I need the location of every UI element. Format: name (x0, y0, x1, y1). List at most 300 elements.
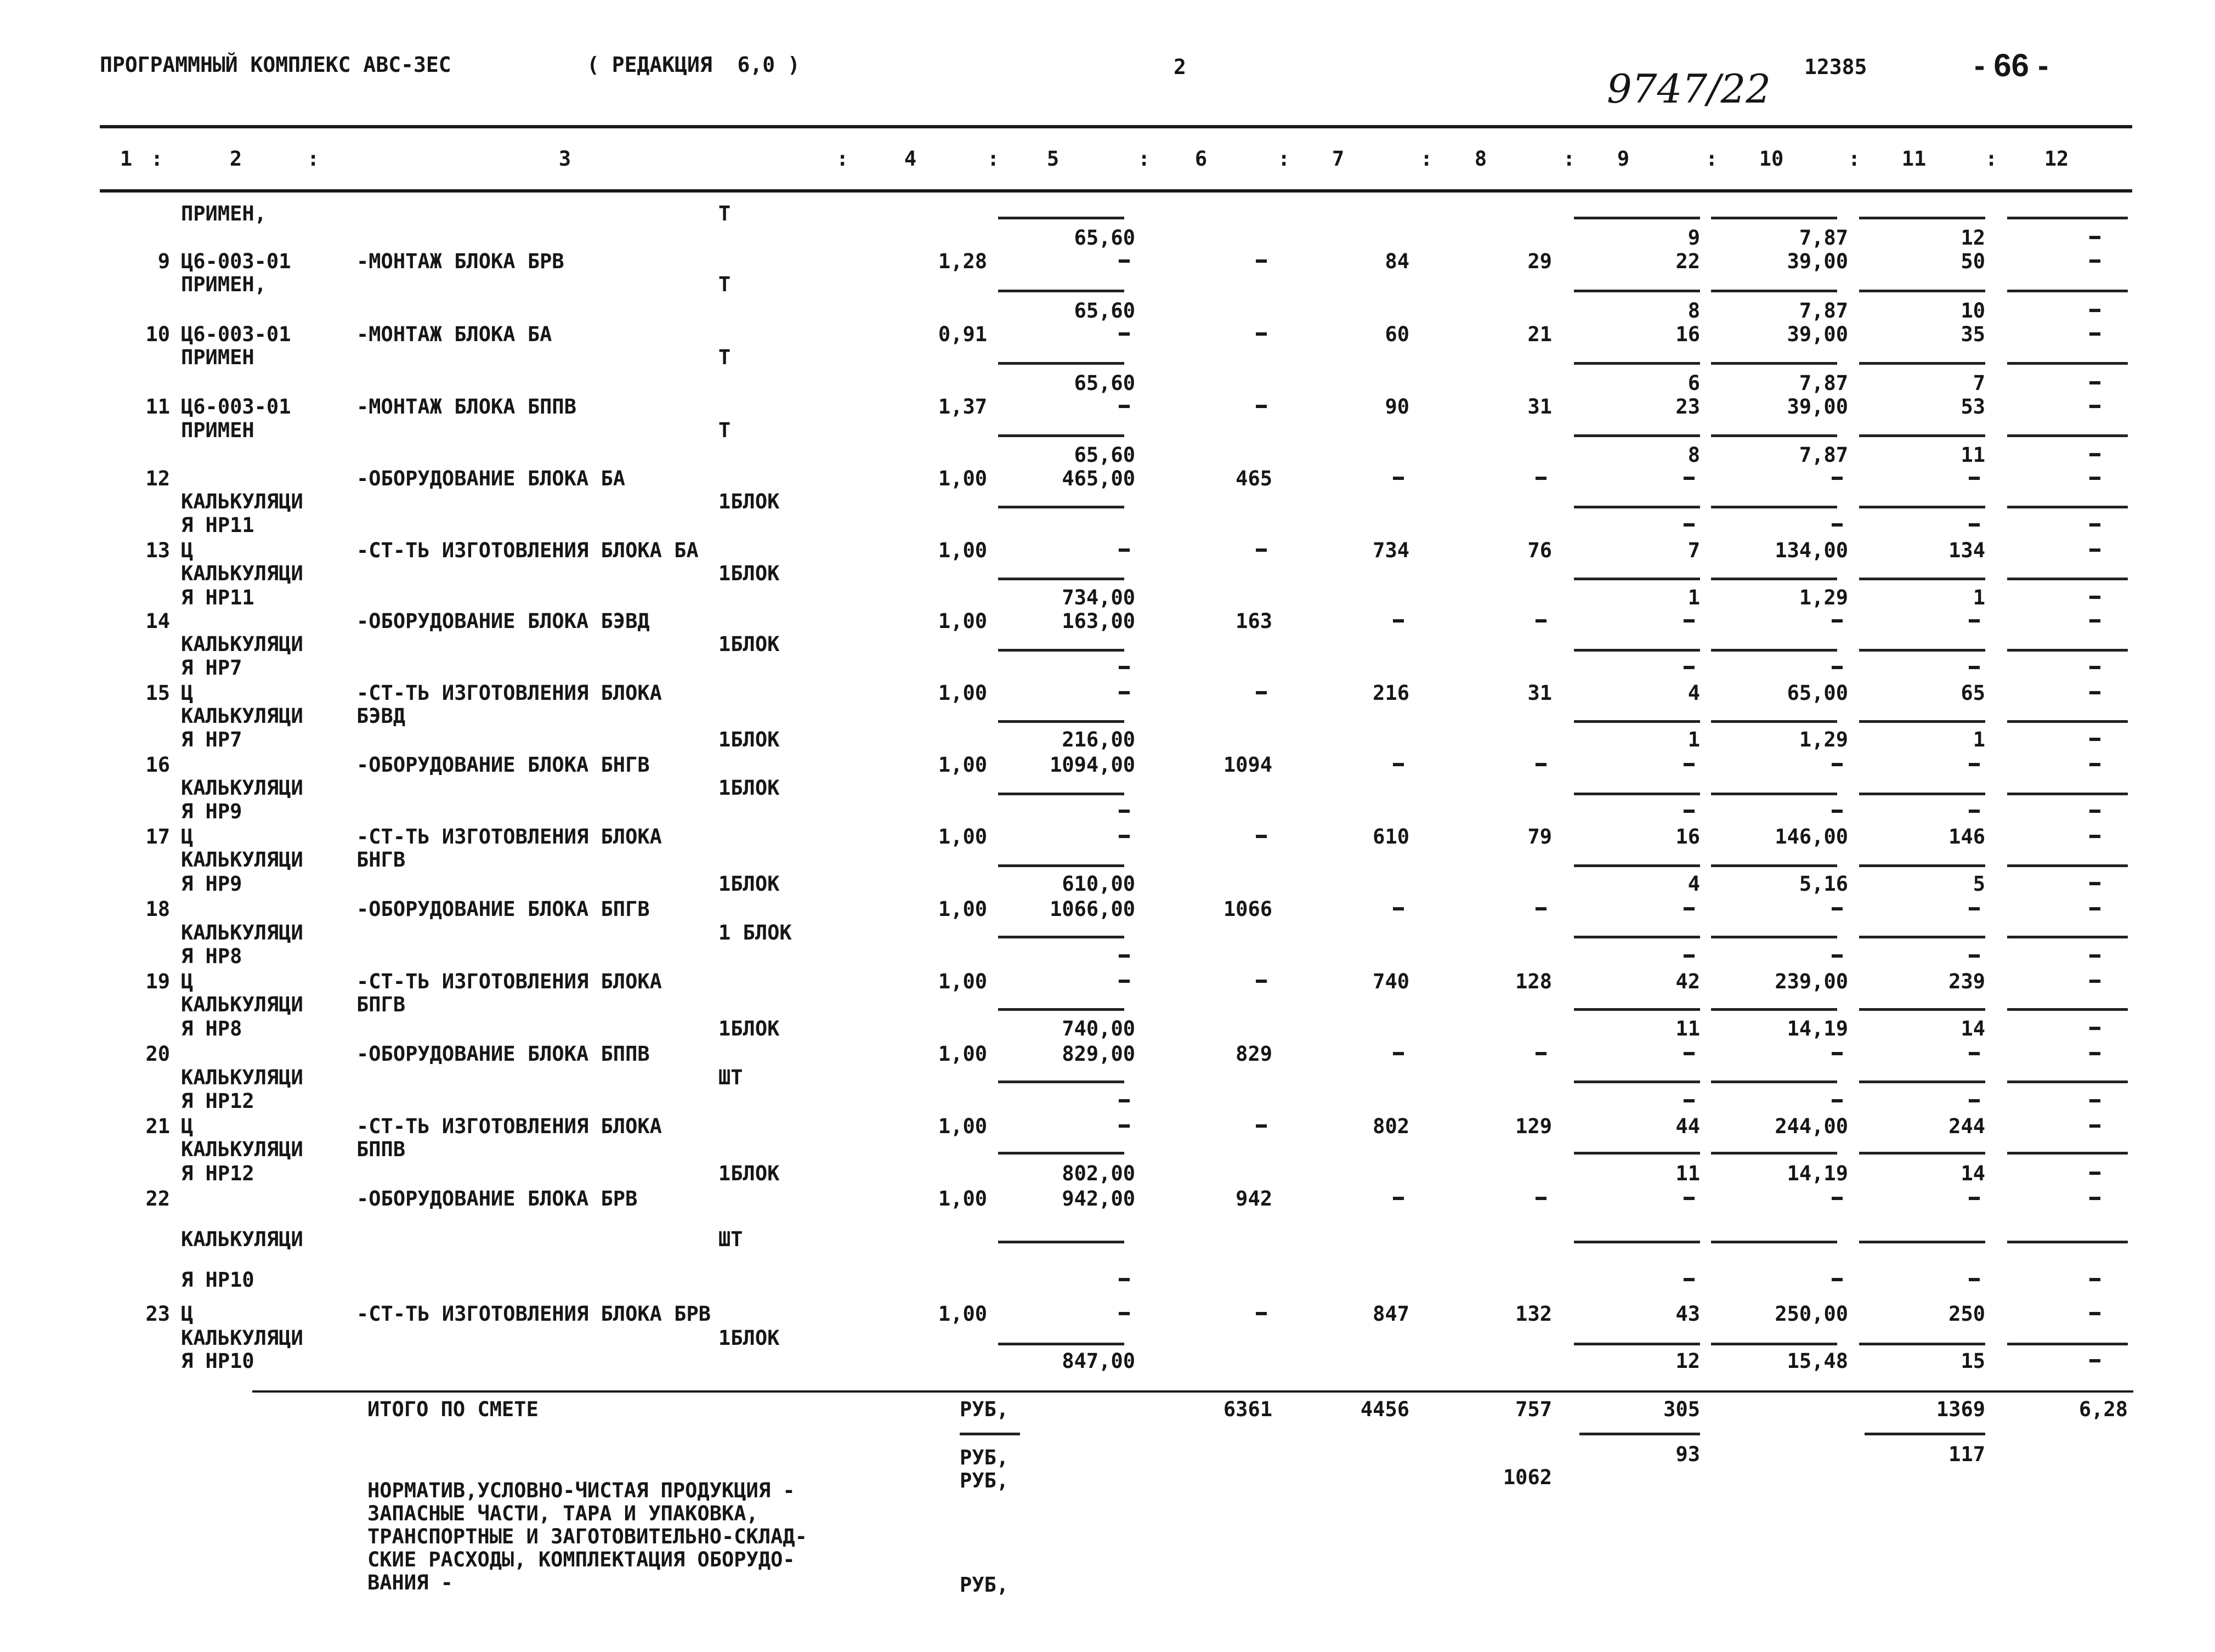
cell-c5: 1094,00 (1050, 753, 1135, 777)
cell-c2: ПРИМЕН (181, 418, 254, 442)
cell-c9: 1 (1687, 586, 1700, 609)
cell-c11: 134 (1948, 539, 1985, 562)
cell-c6-dash (1256, 1312, 1267, 1315)
cell-c12-dash (2089, 453, 2100, 456)
cell-c8: 76 (1527, 539, 1552, 562)
cell-c3: -СТ-ТЬ ИЗГОТОВЛЕНИЯ БЛОКА БА (356, 539, 699, 562)
cell-c12-dash (2089, 980, 2100, 983)
cell-c3: БПГВ (356, 993, 406, 1016)
cell-c11: 65 (1961, 681, 1985, 705)
cell-c7-dash (1393, 619, 1404, 623)
norm-line: СКИЕ РАСХОДЫ, КОМПЛЕКТАЦИЯ ОБОРУДО- (367, 1548, 795, 1571)
cell-c7: 90 (1385, 395, 1409, 418)
column-header-4: 4 (904, 147, 917, 171)
cell-c9: 22 (1675, 250, 1700, 273)
cell-c10: 65,00 (1787, 681, 1848, 705)
column-separator: : (307, 147, 320, 171)
cell-c6-dash (1256, 548, 1267, 552)
cost-rule (1711, 864, 1837, 867)
cell-unit: 1БЛОК (718, 632, 780, 656)
cost-rule (1574, 936, 1700, 938)
cell-c10: 146,00 (1775, 825, 1848, 848)
cell-c1: 11 (145, 395, 170, 418)
cost-rule (1711, 217, 1837, 219)
cell-c4: 1,00 (938, 1187, 987, 1210)
cost-rule (1859, 720, 1985, 723)
cell-c9: 43 (1675, 1302, 1700, 1326)
cell-unit: ШТ (718, 1066, 743, 1089)
edition-label: ( РЕДАКЦИЯ 6,0 ) (587, 53, 800, 77)
cost-rule (1711, 649, 1837, 652)
cost-rule (1711, 290, 1837, 292)
cell-c11: 12 (1961, 226, 1985, 250)
cost-rule (2007, 578, 2128, 580)
cell-c6-dash (1256, 405, 1267, 408)
cell-c9: 12 (1675, 1349, 1700, 1373)
cost-rule (998, 793, 1124, 795)
cell-c4: 1,00 (938, 1302, 987, 1326)
column-header-11: 11 (1901, 147, 1927, 171)
cell-c2: КАЛЬКУЛЯЦИ (181, 848, 303, 872)
cost-rule (2007, 649, 2128, 652)
cell-c1: 10 (145, 323, 170, 346)
cell-c12-dash (2089, 1052, 2100, 1055)
cell-c5: 610,00 (1062, 872, 1135, 896)
cell-c6-dash (1256, 1124, 1267, 1128)
cell-c7-dash (1393, 477, 1404, 480)
totals-col11: 1369 (1936, 1398, 1985, 1421)
cell-c2: КАЛЬКУЛЯЦИ (181, 1138, 303, 1161)
cell-c12-dash (2089, 259, 2100, 263)
column-header-7: 7 (1332, 147, 1345, 171)
cell-c2: Ц6-003-01 (181, 395, 291, 418)
cell-c10: 7,87 (1799, 371, 1848, 395)
cell-c5: 65,60 (1074, 371, 1135, 395)
cell-c5: 942,00 (1062, 1187, 1135, 1210)
cost-rule (1711, 434, 1837, 437)
cell-c4: 1,00 (938, 970, 987, 993)
cell-c2: Ц (181, 825, 194, 848)
cell-c11-dash (1969, 523, 1980, 527)
totals-rule (252, 1390, 2133, 1393)
cost-rule (1574, 1008, 1700, 1011)
cell-c2: ПРИМЕН, (181, 273, 267, 296)
cell-c5: 65,60 (1074, 226, 1135, 250)
totals-unit-2: РУБ, (960, 1446, 1009, 1469)
totals-col9: 305 (1663, 1398, 1700, 1421)
cell-c12-dash (2089, 907, 2100, 910)
totals-unit-4: РУБ, (960, 1573, 1009, 1597)
cost-rule (1859, 362, 1985, 365)
totals-unit: РУБ, (960, 1398, 1009, 1421)
cost-rule (1859, 1080, 1985, 1083)
cost-rule (1574, 506, 1700, 508)
cell-c10: 14,19 (1787, 1162, 1848, 1185)
cell-c5-dash (1119, 1124, 1130, 1128)
cell-c3: -СТ-ТЬ ИЗГОТОВЛЕНИЯ БЛОКА (356, 825, 662, 848)
cell-c2: КАЛЬКУЛЯЦИ (181, 704, 303, 728)
cell-c1: 9 (157, 250, 170, 273)
cell-c11-dash (1969, 1278, 1980, 1281)
cell-c11: 10 (1961, 299, 1985, 323)
cell-c7-dash (1393, 907, 1404, 910)
norm-line: ЗАПАСНЫЕ ЧАСТИ, ТАРА И УПАКОВКА, (367, 1502, 758, 1525)
cost-rule (998, 649, 1124, 652)
cell-c11-dash (1969, 763, 1980, 766)
norm-line: ВАНИЯ - (367, 1571, 453, 1594)
cell-c2: Я НР10 (181, 1268, 254, 1292)
cell-c3: -СТ-ТЬ ИЗГОТОВЛЕНИЯ БЛОКА (356, 681, 662, 705)
cell-c2: Ц (181, 539, 194, 562)
cell-c11: 50 (1961, 250, 1985, 273)
column-separator: : (1848, 147, 1861, 171)
cell-c8: 128 (1515, 970, 1552, 993)
cell-c6-dash (1256, 332, 1267, 336)
cost-rule (998, 506, 1124, 508)
cell-c10-dash (1832, 1278, 1843, 1281)
cell-c8-dash (1536, 1197, 1546, 1200)
cell-c3: -МОНТАЖ БЛОКА БРВ (356, 250, 564, 273)
cost-rule (1574, 290, 1700, 292)
cell-c1: 13 (145, 539, 170, 562)
cell-c12-dash (2089, 1027, 2100, 1030)
cell-c2: Я НР11 (181, 513, 254, 537)
cell-c6: 1066 (1223, 897, 1272, 921)
cell-c10-dash (1832, 810, 1843, 813)
cell-c5: 1066,00 (1050, 897, 1135, 921)
cost-rule (1711, 1080, 1837, 1083)
cell-c2: Я НР7 (181, 656, 242, 680)
cell-c2: Ц (181, 1114, 194, 1138)
cell-c12-dash (2089, 835, 2100, 838)
cell-c3: -СТ-ТЬ ИЗГОТОВЛЕНИЯ БЛОКА БРВ (356, 1302, 711, 1326)
cost-rule (1859, 1241, 1985, 1243)
cell-c5-dash (1119, 666, 1130, 669)
cell-c11-dash (1969, 619, 1980, 623)
cost-rule (998, 1343, 1124, 1345)
cell-c12-dash (2089, 1359, 2100, 1362)
cell-c2: Я НР8 (181, 944, 242, 968)
cell-c9-dash (1684, 810, 1695, 813)
cost-rule (998, 434, 1124, 437)
totals-col12: 6,28 (2078, 1398, 2128, 1421)
cell-c5-dash (1119, 835, 1130, 838)
cell-c2: Я НР7 (181, 728, 242, 751)
cell-c11-dash (1969, 1052, 1980, 1055)
cost-rule (2007, 1241, 2128, 1243)
cell-c5-dash (1119, 810, 1130, 813)
cell-c2: Я НР10 (181, 1349, 254, 1373)
column-separator: : (151, 147, 163, 171)
cell-c7-dash (1393, 1197, 1404, 1200)
cell-c9-dash (1684, 1278, 1695, 1281)
cell-c11-dash (1969, 1197, 1980, 1200)
cell-c3: -СТ-ТЬ ИЗГОТОВЛЕНИЯ БЛОКА (356, 1114, 662, 1138)
cell-c9: 9 (1687, 226, 1700, 250)
cell-c11: 250 (1948, 1302, 1985, 1326)
cost-rule (1711, 1241, 1837, 1243)
cell-c8: 21 (1527, 323, 1552, 346)
cell-c12-dash (2089, 691, 2100, 694)
cell-c6: 465 (1236, 467, 1272, 490)
cost-rule (2007, 1343, 2128, 1345)
cell-c1: 20 (145, 1042, 170, 1066)
cost-rule (998, 720, 1124, 723)
cell-c5-dash (1119, 1312, 1130, 1315)
cell-c10: 134,00 (1775, 539, 1848, 562)
cell-c12-dash (2089, 1312, 2100, 1315)
cell-c9-dash (1684, 619, 1695, 623)
cell-c4: 1,37 (938, 395, 987, 418)
cell-c2: КАЛЬКУЛЯЦИ (181, 1066, 303, 1089)
cell-c9: 8 (1687, 299, 1700, 323)
cell-unit: Т (718, 273, 731, 296)
cell-c4: 1,00 (938, 609, 987, 633)
cell-c6-dash (1256, 980, 1267, 983)
cell-c11: 7 (1973, 371, 1985, 395)
cost-rule (1859, 578, 1985, 580)
cell-c4: 1,00 (938, 1114, 987, 1138)
cell-c2: Ц (181, 970, 194, 993)
cell-c2: КАЛЬКУЛЯЦИ (181, 993, 303, 1016)
cell-c7: 802 (1373, 1114, 1409, 1138)
cell-c2: Я НР12 (181, 1089, 254, 1113)
cell-c9: 16 (1675, 825, 1700, 848)
cell-c9-dash (1684, 523, 1695, 527)
cell-c10: 244,00 (1775, 1114, 1848, 1138)
cell-c10-dash (1832, 763, 1843, 766)
cell-c11-dash (1969, 810, 1980, 813)
cell-c5-dash (1119, 1278, 1130, 1281)
cell-c7: 84 (1385, 250, 1409, 273)
cell-c11: 146 (1948, 825, 1985, 848)
cost-rule (998, 578, 1124, 580)
cell-unit: 1БЛОК (718, 872, 780, 896)
cell-c10: 7,87 (1799, 226, 1848, 250)
cell-c3: -ОБОРУДОВАНИЕ БЛОКА БППВ (356, 1042, 650, 1066)
cell-c8: 31 (1527, 395, 1552, 418)
cell-unit: ШТ (718, 1227, 743, 1251)
cell-c4: 1,00 (938, 467, 987, 490)
cell-unit: 1БЛОК (718, 490, 780, 513)
cell-c4: 1,00 (938, 1042, 987, 1066)
cost-rule (2007, 1152, 2128, 1155)
header-bottom-rule (100, 189, 2132, 193)
cell-c9-dash (1684, 666, 1695, 669)
column-separator: : (1278, 147, 1290, 171)
cost-rule (1711, 720, 1837, 723)
column-separator: : (1138, 147, 1151, 171)
cell-c10: 239,00 (1775, 970, 1848, 993)
cost-rule (1859, 217, 1985, 219)
cell-c8: 79 (1527, 825, 1552, 848)
totals-col6: 6361 (1223, 1398, 1272, 1421)
cell-c5: 465,00 (1062, 467, 1135, 490)
page-number: - 66 - (1974, 48, 2049, 83)
cell-c12-dash (2089, 810, 2100, 813)
cost-rule (1859, 1343, 1985, 1345)
cell-c5-dash (1119, 332, 1130, 336)
cell-c12-dash (2089, 405, 2100, 408)
cost-rule (998, 1152, 1124, 1155)
cell-c4: 1,00 (938, 681, 987, 705)
column-header-8: 8 (1474, 147, 1487, 171)
cell-c10: 39,00 (1787, 250, 1848, 273)
cell-c11: 35 (1961, 323, 1985, 346)
column-header-12: 12 (2044, 147, 2069, 171)
cost-rule (1859, 936, 1985, 938)
cell-c10-dash (1832, 619, 1843, 623)
cost-rule (1859, 1152, 1985, 1155)
column-separator: : (1420, 147, 1433, 171)
cell-c10-dash (1832, 1099, 1843, 1102)
cost-rule (2007, 506, 2128, 508)
cost-rule (1711, 1008, 1837, 1011)
cell-c12-dash (2089, 596, 2100, 599)
cell-c2: КАЛЬКУЛЯЦИ (181, 776, 303, 800)
cost-rule (1574, 1343, 1700, 1345)
cost-rule (998, 864, 1124, 867)
cell-c2: Ц (181, 1302, 194, 1326)
cost-rule (1859, 793, 1985, 795)
cell-c1: 15 (145, 681, 170, 705)
column-header-2: 2 (229, 147, 242, 171)
cell-c11-dash (1969, 954, 1980, 958)
cell-c2: КАЛЬКУЛЯЦИ (181, 490, 303, 513)
cell-c2: Я НР12 (181, 1162, 254, 1185)
cell-c12-dash (2089, 381, 2100, 384)
cell-unit: Т (718, 346, 731, 369)
cell-c2: КАЛЬКУЛЯЦИ (181, 1326, 303, 1350)
column-header-9: 9 (1617, 147, 1630, 171)
cell-c10: 39,00 (1787, 323, 1848, 346)
cell-c5: 65,60 (1074, 299, 1135, 323)
cell-c3: -ОБОРУДОВАНИЕ БЛОКА БРВ (356, 1187, 638, 1210)
cell-c2: ПРИМЕН, (181, 202, 267, 225)
cell-c10: 5,16 (1799, 872, 1848, 896)
cell-c3: -ОБОРУДОВАНИЕ БЛОКА БНГВ (356, 753, 650, 777)
cell-c10: 1,29 (1799, 728, 1848, 751)
cell-c12-dash (2089, 1099, 2100, 1102)
cost-rule (2007, 793, 2128, 795)
cell-c1: 12 (145, 467, 170, 490)
cell-c12-dash (2089, 666, 2100, 669)
cell-c12-dash (2089, 1172, 2100, 1175)
cell-c9: 6 (1687, 371, 1700, 395)
cell-c11: 14 (1961, 1162, 1985, 1185)
cell-c10-dash (1832, 477, 1843, 480)
cell-c9: 8 (1687, 443, 1700, 467)
cell-c10-dash (1832, 1052, 1843, 1055)
cell-c11-dash (1969, 666, 1980, 669)
column-separator: : (1706, 147, 1718, 171)
cell-c1: 18 (145, 897, 170, 921)
cell-c8: 132 (1515, 1302, 1552, 1326)
cell-c10-dash (1832, 666, 1843, 669)
cell-c8-dash (1536, 907, 1546, 910)
cell-c5: 163,00 (1062, 609, 1135, 633)
cell-c11-dash (1969, 477, 1980, 480)
cell-c1: 19 (145, 970, 170, 993)
cell-c5: 216,00 (1062, 728, 1135, 751)
cell-c9-dash (1684, 477, 1695, 480)
cell-c9: 42 (1675, 970, 1700, 993)
cell-c3: БЭВД (356, 704, 406, 728)
cell-c10: 250,00 (1775, 1302, 1848, 1326)
col9-rule (1579, 1433, 1700, 1435)
cell-c5: 829,00 (1062, 1042, 1135, 1066)
cost-rule (1711, 362, 1837, 365)
cost-rule (1574, 864, 1700, 867)
cell-c4: 1,00 (938, 897, 987, 921)
cost-rule (2007, 434, 2128, 437)
cell-unit: Т (718, 202, 731, 225)
cost-rule (1574, 1241, 1700, 1243)
cell-c12-dash (2089, 477, 2100, 480)
cell-c6: 942 (1236, 1187, 1272, 1210)
cell-c9: 23 (1675, 395, 1700, 418)
col11-rule (1865, 1433, 1985, 1435)
cell-c2: Ц6-003-01 (181, 250, 291, 273)
cell-c11: 1 (1973, 728, 1985, 751)
cell-c8: 29 (1527, 250, 1552, 273)
cell-c4: 1,00 (938, 753, 987, 777)
cell-c3: -МОНТАЖ БЛОКА БА (356, 323, 552, 346)
cell-c6: 829 (1236, 1042, 1272, 1066)
header-top-rule (100, 125, 2132, 128)
column-separator: : (987, 147, 1000, 171)
cell-c9: 11 (1675, 1017, 1700, 1040)
column-header-6: 6 (1194, 147, 1208, 171)
cell-c5: 847,00 (1062, 1349, 1135, 1373)
cell-c12-dash (2089, 236, 2100, 239)
cost-rule (1574, 720, 1700, 723)
cell-c6-dash (1256, 835, 1267, 838)
cell-c3: -ОБОРУДОВАНИЕ БЛОКА БЭВД (356, 609, 650, 633)
cell-c12-dash (2089, 738, 2100, 741)
cell-c10-dash (1832, 954, 1843, 958)
cell-c12-dash (2089, 882, 2100, 885)
document-code: 12385 (1804, 55, 1867, 79)
cost-rule (1574, 649, 1700, 652)
cell-c8-dash (1536, 1052, 1546, 1055)
cell-c12-dash (2089, 763, 2100, 766)
cell-c4: 1,00 (938, 539, 987, 562)
cost-rule (1711, 936, 1837, 938)
cell-c8: 129 (1515, 1114, 1552, 1138)
cell-c12-dash (2089, 1124, 2100, 1128)
cell-c7-dash (1393, 1052, 1404, 1055)
cell-c10: 7,87 (1799, 443, 1848, 467)
cost-rule (1859, 864, 1985, 867)
cost-rule (2007, 936, 2128, 938)
handwritten-number: 9747/22 (1607, 66, 1771, 112)
cost-rule (998, 936, 1124, 938)
unit-rule (960, 1433, 1020, 1435)
cell-c10: 7,87 (1799, 299, 1848, 323)
cost-rule (2007, 720, 2128, 723)
cell-c3: -МОНТАЖ БЛОКА БППВ (356, 395, 576, 418)
cost-rule (1574, 1152, 1700, 1155)
cell-c2: Я НР9 (181, 872, 242, 896)
cell-c11-dash (1969, 1099, 1980, 1102)
cell-c4: 1,00 (938, 825, 987, 848)
cell-c9-dash (1684, 763, 1695, 766)
cell-c12-dash (2089, 1278, 2100, 1281)
cell-c12-dash (2089, 548, 2100, 552)
norm-line: НОРМАТИВ,УСЛОВНО-ЧИСТАЯ ПРОДУКЦИЯ - (367, 1479, 795, 1502)
cell-c1: 22 (145, 1187, 170, 1210)
